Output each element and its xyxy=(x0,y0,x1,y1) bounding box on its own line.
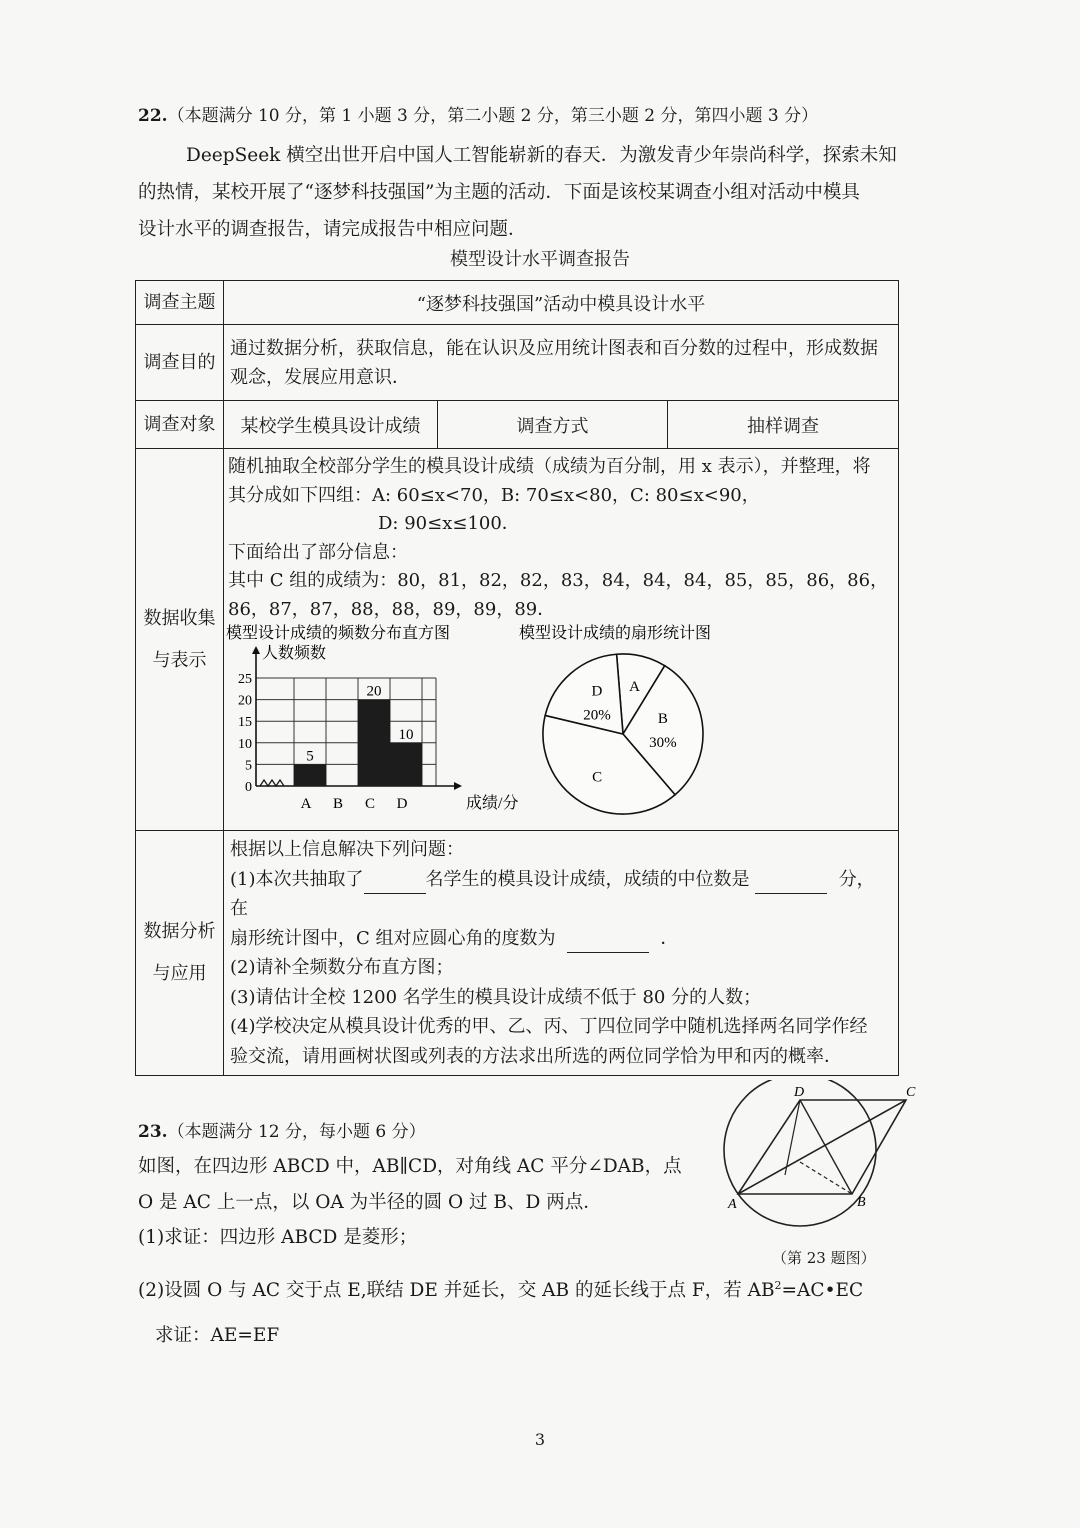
topic-label: 调查主题 xyxy=(136,281,224,325)
object-label: 调查对象 xyxy=(136,401,224,449)
charts-area xyxy=(224,624,898,824)
pie-label-C: C xyxy=(592,769,603,786)
topic-value: “逐梦科技强国”活动中模具设计水平 xyxy=(224,281,899,325)
histogram-xtick-C: C xyxy=(364,796,376,812)
q1-text-a: (1)本次共抽取了 xyxy=(230,868,364,890)
intro-line-3: 设计水平的调查报告，请完成报告中相应问题． xyxy=(138,219,527,240)
q23-prove: 求证：AE=EF xyxy=(155,1325,280,1346)
question-3: (3)请估计全校 1200 名学生的模具设计成绩不低于 80 分的人数； xyxy=(230,986,762,1008)
histogram-xtick-D: D xyxy=(396,796,408,812)
histogram-bar-label-D: 10 xyxy=(398,726,414,743)
histogram-ytick-label: 15 xyxy=(238,715,252,731)
question-4-line-2: 验交流，请用画树状图或列表的方法求出所选的两位同学恰为甲和丙的概率． xyxy=(230,1045,842,1067)
q1-blank-angle[interactable] xyxy=(567,932,649,953)
pie-label-B: B xyxy=(657,710,668,727)
histogram-ytick-label: 25 xyxy=(238,672,252,687)
purpose-line-2: 观念，发展应用意识． xyxy=(230,366,410,388)
histogram-ytick-label: 10 xyxy=(238,736,252,752)
collect-content xyxy=(224,449,899,831)
histogram-ylabel: 人数频数 xyxy=(262,645,327,662)
q23-part-1: (1)求证：四边形 ABCD 是菱形； xyxy=(138,1227,418,1248)
histogram-ytick-label: 20 xyxy=(238,693,252,709)
histogram-xtick-B: B xyxy=(332,796,344,812)
q22-intro xyxy=(138,137,898,248)
q23-part-2 xyxy=(138,1272,863,1305)
intro-line-2: 的热情，某校开展了“逐梦科技强国”为主题的活动．下面是该校某调查小组对活动中模具 xyxy=(138,182,860,203)
q23-score-note: （本题满分 12 分，每小题 6 分） xyxy=(167,1122,426,1142)
purpose-label: 调查目的 xyxy=(136,325,224,401)
histogram-chart xyxy=(224,624,524,824)
collect-label-2: 与表示 xyxy=(152,649,207,671)
intro-line-1: DeepSeek 横空出世开启中国人工智能崭新的春天．为激发青少年崇尚科学，探索未知 xyxy=(186,145,897,166)
q23-line-2: O 是 AC 上一点，以 OA 为半径的圆 O 过 B、D 两点． xyxy=(138,1192,602,1213)
histogram-xtick-A: A xyxy=(300,796,312,812)
histogram-xlabel: 成绩/分 xyxy=(466,795,519,812)
figure-caption: （第 23 题图） xyxy=(772,1249,876,1267)
collect-line-3: D: 90≤x≤100． xyxy=(378,513,520,534)
q23-line-1: 如图，在四边形 ABCD 中，AB∥CD，对角线 AC 平分∠DAB，点 xyxy=(138,1156,682,1177)
question-1-line-1 xyxy=(230,865,892,924)
analysis-intro: 根据以上信息解决下列问题： xyxy=(230,839,464,860)
histogram-title: 模型设计成绩的频数分布直方图 xyxy=(226,625,451,642)
report-title: 模型设计水平调查报告 xyxy=(450,249,630,270)
purpose-line-1: 通过数据分析，获取信息，能在认识及应用统计图表和百分数的过程中，形成数据 xyxy=(230,337,878,359)
q22-number: 22. xyxy=(138,106,168,126)
pie-value-label-D: 20% xyxy=(583,707,611,724)
q23-part-2-sup: 2 xyxy=(774,1279,782,1292)
collect-line-6: 86，87，87，88，88，89，89，89． xyxy=(228,598,556,620)
histogram-axis-break xyxy=(260,780,284,786)
pie-title: 模型设计成绩的扇形统计图 xyxy=(519,625,712,642)
collect-label xyxy=(136,449,224,831)
q1-text-b: 名学生的模具设计成绩，成绩的中位数是 xyxy=(425,868,750,890)
collect-line-4: 下面给出了部分信息： xyxy=(228,541,408,563)
histogram-y-arrow xyxy=(252,646,260,654)
q1-blank-median[interactable] xyxy=(755,873,827,894)
question-1-line-2 xyxy=(230,924,892,954)
histogram-x-arrow xyxy=(454,782,462,790)
pie-label-A: A xyxy=(629,678,640,695)
method-value: 抽样调查 xyxy=(668,401,899,449)
survey-report-table xyxy=(135,280,899,1076)
q23-part-2-text-b: =AC•EC xyxy=(781,1280,864,1302)
q23-number: 23. xyxy=(138,1122,168,1142)
page-number: 3 xyxy=(534,1430,546,1449)
label-a: A xyxy=(728,1197,737,1212)
label-b: B xyxy=(857,1195,866,1210)
q1-blank-count[interactable] xyxy=(364,873,426,894)
question-2: (2)请补全频数分布直方图； xyxy=(230,957,454,978)
histogram-bar-label-A: 5 xyxy=(306,748,314,765)
label-d: D xyxy=(794,1085,805,1100)
question-4-line-1: (4)学校决定从模具设计优秀的甲、乙、丙、丁四位同学中随机选择两名同学作经 xyxy=(230,1016,868,1037)
q23-geometry-figure xyxy=(720,1080,930,1240)
analysis-label-1: 数据分析 xyxy=(143,921,216,942)
pie-value-label-B: 30% xyxy=(649,734,677,751)
q23-header xyxy=(138,1118,426,1146)
pie-chart xyxy=(519,624,799,824)
method-label: 调查方式 xyxy=(438,401,668,449)
histogram-bar-D xyxy=(390,743,422,786)
histogram-bar-label-C: 20 xyxy=(366,683,382,700)
collect-line-1: 随机抽取全校部分学生的模具设计成绩（成绩为百分制，用 x 表示），并整理，将 xyxy=(228,456,871,477)
q22-header xyxy=(138,102,818,130)
histogram-ytick-label: 5 xyxy=(245,758,252,774)
histogram-bar-C xyxy=(358,700,390,786)
q1-text-d: 扇形统计图中，C 组对应圆心角的度数为 xyxy=(230,927,556,949)
q1-text-c: 分，在 xyxy=(230,868,875,919)
collect-line-5: 其中 C 组的成绩为：80，81，82，82，83，84，84，84，85，85，86，86， xyxy=(228,570,889,591)
collect-line-2: 其分成如下四组：A: 60≤x<70，B: 70≤x<80，C: 80≤x<90， xyxy=(228,484,760,506)
analysis-label-2: 与应用 xyxy=(152,963,207,984)
histogram-ytick-label: 0 xyxy=(245,780,252,795)
q22-score-note: （本题满分 10 分，第 1 小题 3 分，第二小题 2 分，第三小题 2 分，第四小题 3 分） xyxy=(167,106,819,126)
analysis-label xyxy=(136,831,224,1076)
q1-text-e: ． xyxy=(660,927,679,949)
diagonal-bd xyxy=(800,1100,852,1194)
diagonal-ac xyxy=(738,1100,906,1194)
collect-label-1: 数据收集 xyxy=(143,607,216,629)
object-value: 某校学生模具设计成绩 xyxy=(224,401,438,449)
q23-part-2-text-a: (2)设圆 O 与 AC 交于点 E,联结 DE 并延长，交 AB 的延长线于点 F，若 AB xyxy=(138,1280,775,1302)
analysis-content xyxy=(224,831,899,1076)
histogram-bar-A xyxy=(294,764,326,786)
purpose-value xyxy=(224,325,899,401)
pie-label-D: D xyxy=(591,683,603,700)
label-c: C xyxy=(906,1085,916,1100)
segment-ob xyxy=(800,1162,852,1194)
